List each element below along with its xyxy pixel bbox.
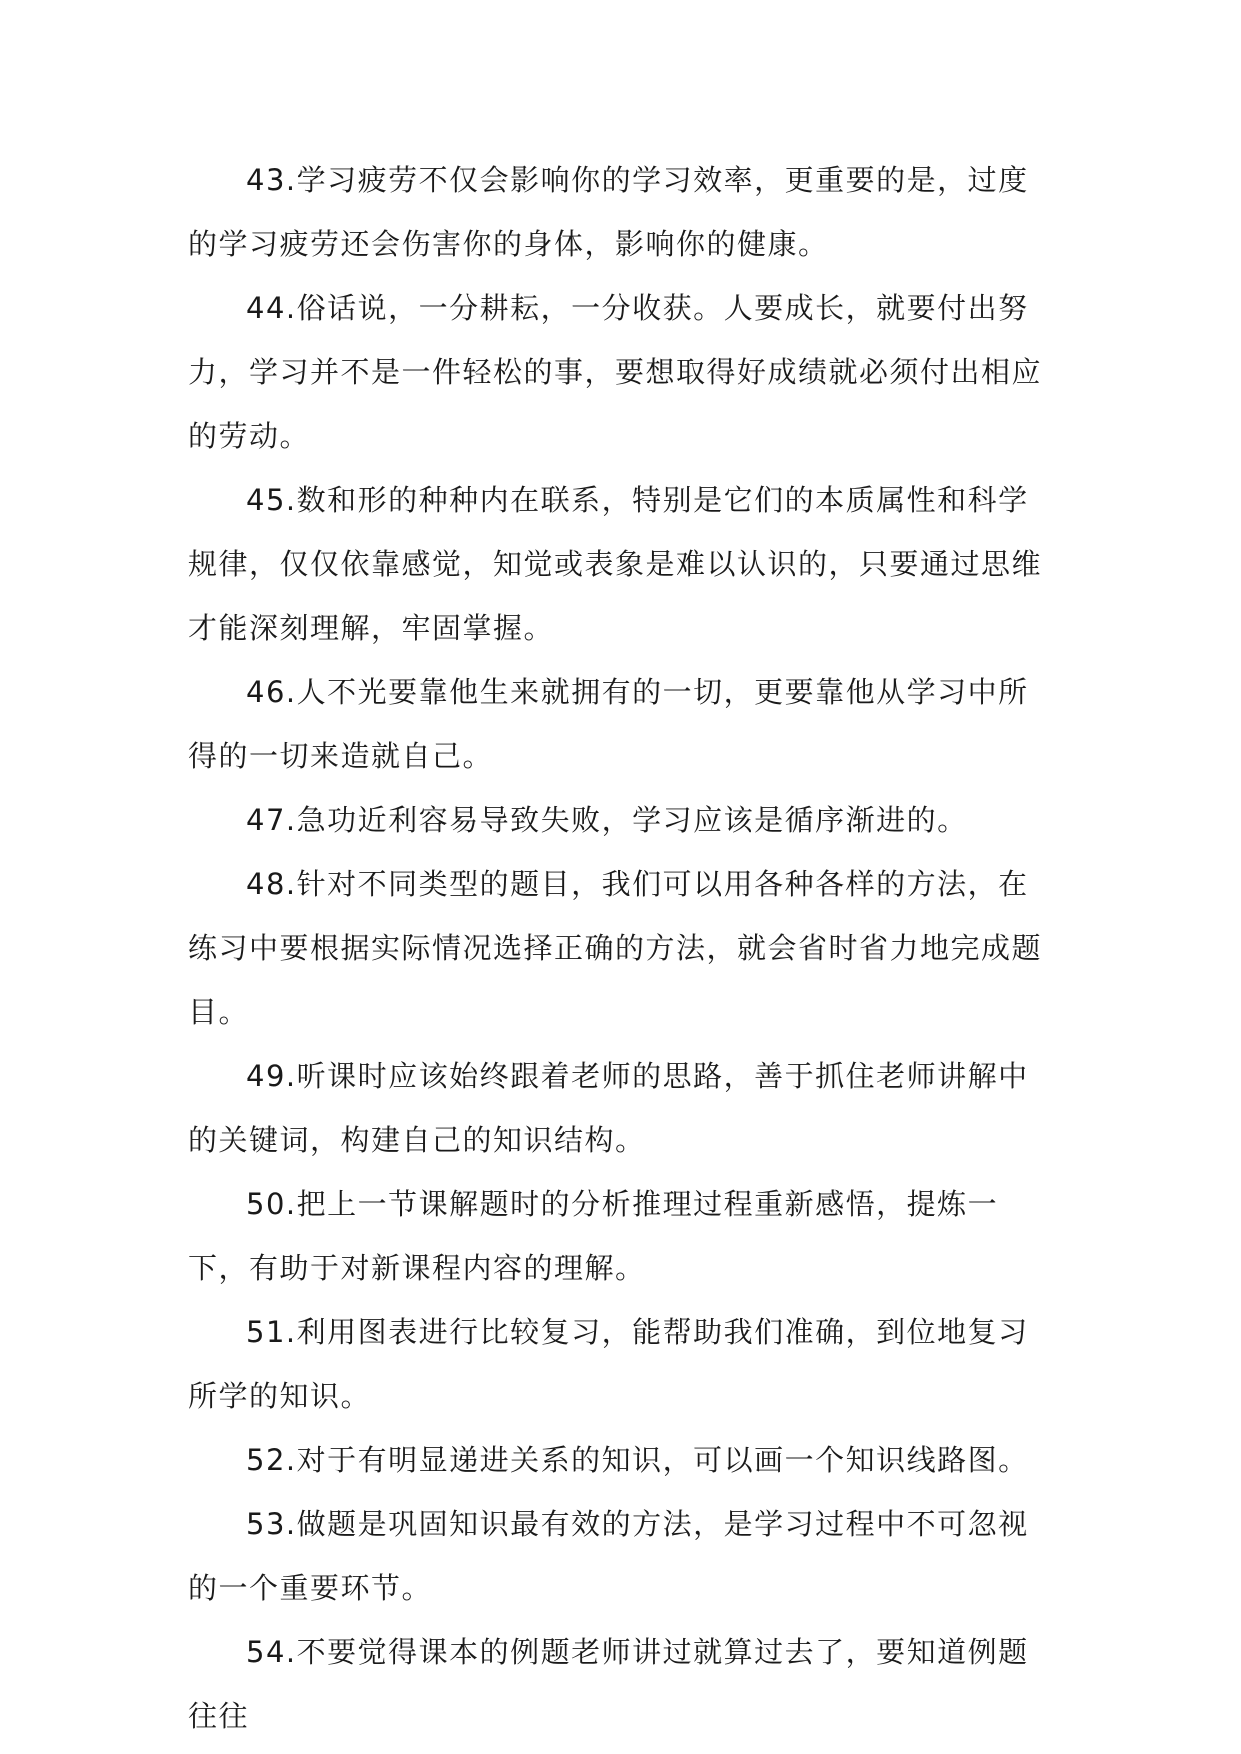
paragraph-43: 43.学习疲劳不仅会影响你的学习效率，更重要的是，过度的学习疲劳还会伤害你的身体，影响你的健康。 — [188, 163, 1029, 261]
paragraph-47: 47.急功近利容易导致失败，学习应该是循序渐进的。 — [246, 803, 968, 837]
paragraph-46: 46.人不光要靠他生来就拥有的一切，更要靠他从学习中所得的一切来造就自己。 — [188, 675, 1029, 773]
paragraph-49: 49.听课时应该始终跟着老师的思路，善于抓住老师讲解中的关键词，构建自己的知识结构。 — [188, 1059, 1029, 1157]
paragraph-52: 52.对于有明显递进关系的知识，可以画一个知识线路图。 — [246, 1443, 1029, 1477]
paragraph-48: 48.针对不同类型的题目，我们可以用各种各样的方法，在练习中要根据实际情况选择正确的方法，就会省时省力地完成题目。 — [188, 867, 1043, 1029]
paragraph-53: 53.做题是巩固知识最有效的方法，是学习过程中不可忽视的一个重要环节。 — [188, 1507, 1029, 1605]
paragraph-50: 50.把上一节课解题时的分析推理过程重新感悟，提炼一下，有助于对新课程内容的理解。 — [188, 1187, 999, 1285]
paragraph-51: 51.利用图表进行比较复习，能帮助我们准确，到位地复习所学的知识。 — [188, 1315, 1029, 1413]
paragraph-45: 45.数和形的种种内在联系，特别是它们的本质属性和科学规律，仅仅依靠感觉，知觉或表象是难以认识的，只要通过思维才能深刻理解，牢固掌握。 — [188, 483, 1043, 645]
document-page — [188, 148, 1058, 1748]
paragraph-54: 54.不要觉得课本的例题老师讲过就算过去了，要知道例题往往 — [188, 1635, 1029, 1733]
paragraph-44: 44.俗话说，一分耕耘，一分收获。人要成长，就要付出努力，学习并不是一件轻松的事，要想取得好成绩就必须付出相应的劳动。 — [188, 291, 1043, 453]
